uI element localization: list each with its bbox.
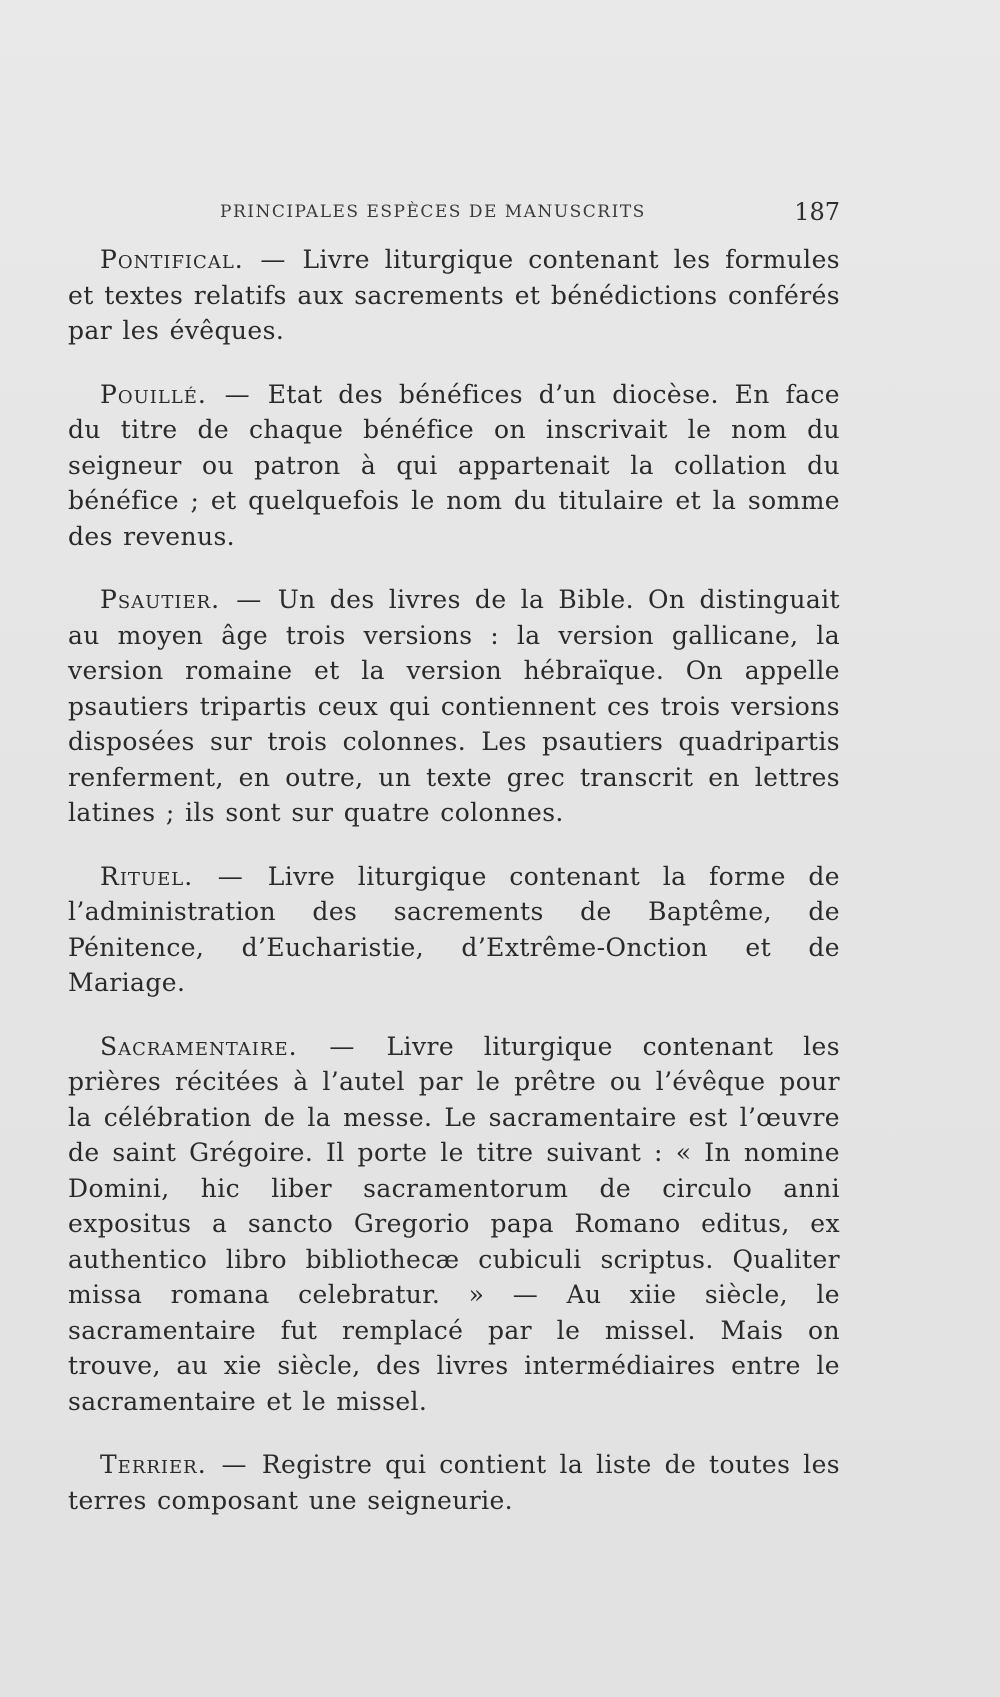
entry-term: Psautier. <box>100 585 221 614</box>
entry-pouille <box>68 377 840 555</box>
entry-text: Etat des bénéfices d’un diocèse. En face du titre de chaque bénéfice on inscrivait le nom du seigneur ou patron à qui appartenait la collation du bénéfice ; et quelquefois le nom du titulaire et la somme des revenus. <box>68 379 840 551</box>
em-dash: — <box>224 379 250 409</box>
page-number: 187 <box>794 198 840 226</box>
entry-text: Registre qui contient la liste de toutes les terres composant une seigneurie. <box>68 1450 840 1515</box>
entry-rituel <box>68 859 840 1001</box>
entry-pontifical <box>68 242 840 349</box>
entry-text: Livre liturgique contenant les formules et textes relatifs aux sacrements et bénédictions conférés par les évêques. <box>68 245 840 345</box>
entry-terrier <box>68 1447 840 1518</box>
entry-term: Rituel. <box>100 861 194 891</box>
page-body <box>68 242 840 1546</box>
entry-term: Pouillé. <box>100 379 207 409</box>
page-header <box>68 198 840 228</box>
entry-text: Livre liturgique contenant la forme de l’administration des sacrements de Baptême, de Pénitence, d’Eucharistie, d’Extrême-Onction et de Mariage. <box>68 861 840 997</box>
entry-psautier <box>68 582 840 831</box>
entry-sacramentaire <box>68 1029 840 1420</box>
entry-term: Sacramentaire. <box>100 1031 298 1061</box>
em-dash: — <box>260 245 286 274</box>
entry-text: Un des livres de la Bible. On distinguait au moyen âge trois versions : la version gallicane, la version romaine et la version hébraïque. On appelle psautiers tripartis ceux qui contiennent ces trois versions disposées sur trois colonnes. Les psautiers quadripartis renferment, en outre, un texte grec transcrit en lettres latines ; ils sont sur quatre colonnes. <box>68 585 840 827</box>
em-dash: — <box>236 585 262 614</box>
em-dash: — <box>217 861 244 891</box>
em-dash: — <box>221 1450 247 1479</box>
entry-text: Livre liturgique contenant les prières récitées à l’autel par le prêtre ou l’évêque pour la célébration de la messe. Le sacramentaire est l’œuvre de saint Grégoire. Il porte le titre suivant : « In nomine Domini, hic liber sacramentorum de circulo anni expositus a sancto Gregorio papa Romano editus, ex authentico libro bibliothecæ cubiculi scriptus. Qualiter missa romana celebratur. » — Au xiie siècle, le sacramentaire fut remplacé par le missel. Mais on trouve, au xie siècle, des livres intermédiaires entre le sacramentaire et le missel. <box>68 1031 840 1416</box>
em-dash: — <box>329 1031 355 1061</box>
entry-term: Pontifical. <box>100 245 244 274</box>
entry-term: Terrier. <box>100 1450 207 1479</box>
running-head: PRINCIPALES ESPÈCES DE MANUSCRITS <box>220 202 646 222</box>
